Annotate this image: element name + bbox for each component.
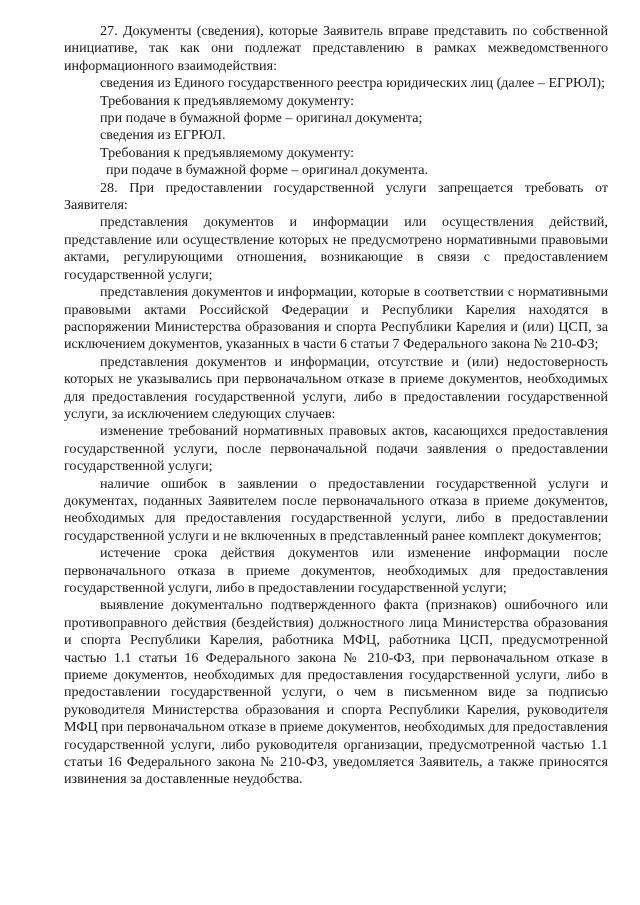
list-item: при подаче в бумажной форме – оригинал документа; [100, 110, 423, 127]
document-body [64, 23, 608, 789]
list-item: сведения из Единого государственного реестра юридических лиц (далее – ЕГРЮЛ); [100, 75, 605, 92]
list-item: сведения из ЕГРЮЛ. [100, 127, 226, 144]
list-item: при подаче в бумажной форме – оригинал документа. [106, 162, 428, 179]
list-item: наличие ошибок в заявлении о предоставлении государственной услуги и документах, поданных Заявителем после первоначального отказа в приеме документов, необходимых для предоставления государственной услуги, либо в предоставлении государственной услуги и не включенных в представленный ранее комплект документов; [64, 475, 608, 544]
list-item: представления документов и информации, которые в соответствии с нормативными правовыми актами Российской Федерации и Республики Карелия находятся в распоряжении Министерства образования и спорта Республики Карелия и (или) ЦСП, за исключением документов, указанных в части 6 статьи 7 Федерального закона № 210-ФЗ; [64, 284, 608, 353]
list-item: Требования к предъявляемому документу: [100, 92, 354, 109]
list-item: представления документов и информации или осуществления действий, представление или осуществление которых не предусмотрено нормативными правовыми актами, регулирующими отношения, возникающие в связи с предоставлением государственной услуги; [64, 214, 608, 283]
paragraph-28: 28. При предоставлении государственной услуги запрещается требовать от Заявителя: [64, 179, 608, 214]
list-item: Требования к предъявляемому документу: [100, 144, 354, 161]
list-item: выявление документально подтвержденного факта (признаков) ошибочного или противоправного действия (бездействия) должностного лица Министерства образования и спорта Республики Карелия, работника МФЦ, работника ЦСП, предусмотренной частью 1.1 статьи 16 Федерального закона № 210-ФЗ, при первоначальном отказе в приеме документов, необходимых для предоставления государственной услуги, либо в предоставлении государственной услуги, о чем в письменном виде за подписью руководителя Министерства образования и спорта Республики Карелия, руководителя МФЦ при первоначальном отказе в приеме документов, необходимых для предоставления государственной услуги, либо руководителя организации, предусмотренной частью 1.1 статьи 16 Федерального закона № 210-ФЗ, уведомляется Заявитель, а также приносятся извинения за доставленные неудобства. [64, 597, 608, 788]
list-item: представления документов и информации, отсутствие и (или) недостоверность которых не указывались при первоначальном отказе в приеме документов, необходимых для предоставления государственной услуги, либо в предоставлении государственной услуги, за исключением следующих случаев: [64, 353, 608, 422]
list-item: изменение требований нормативных правовых актов, касающихся предоставления государственной услуги, после первоначальной подачи заявления о предоставлении государственной услуги; [64, 423, 608, 475]
paragraph-27: 27. Документы (сведения), которые Заявитель вправе представить по собственной инициативе, так как они подлежат представлению в рамках межведомственного информационного взаимодействия: [64, 23, 608, 74]
list-item: истечение срока действия документов или изменение информации после первоначального отказа в приеме документов, необходимых для предоставления государственной услуги, либо в предоставлении государственной услуги; [64, 545, 608, 596]
